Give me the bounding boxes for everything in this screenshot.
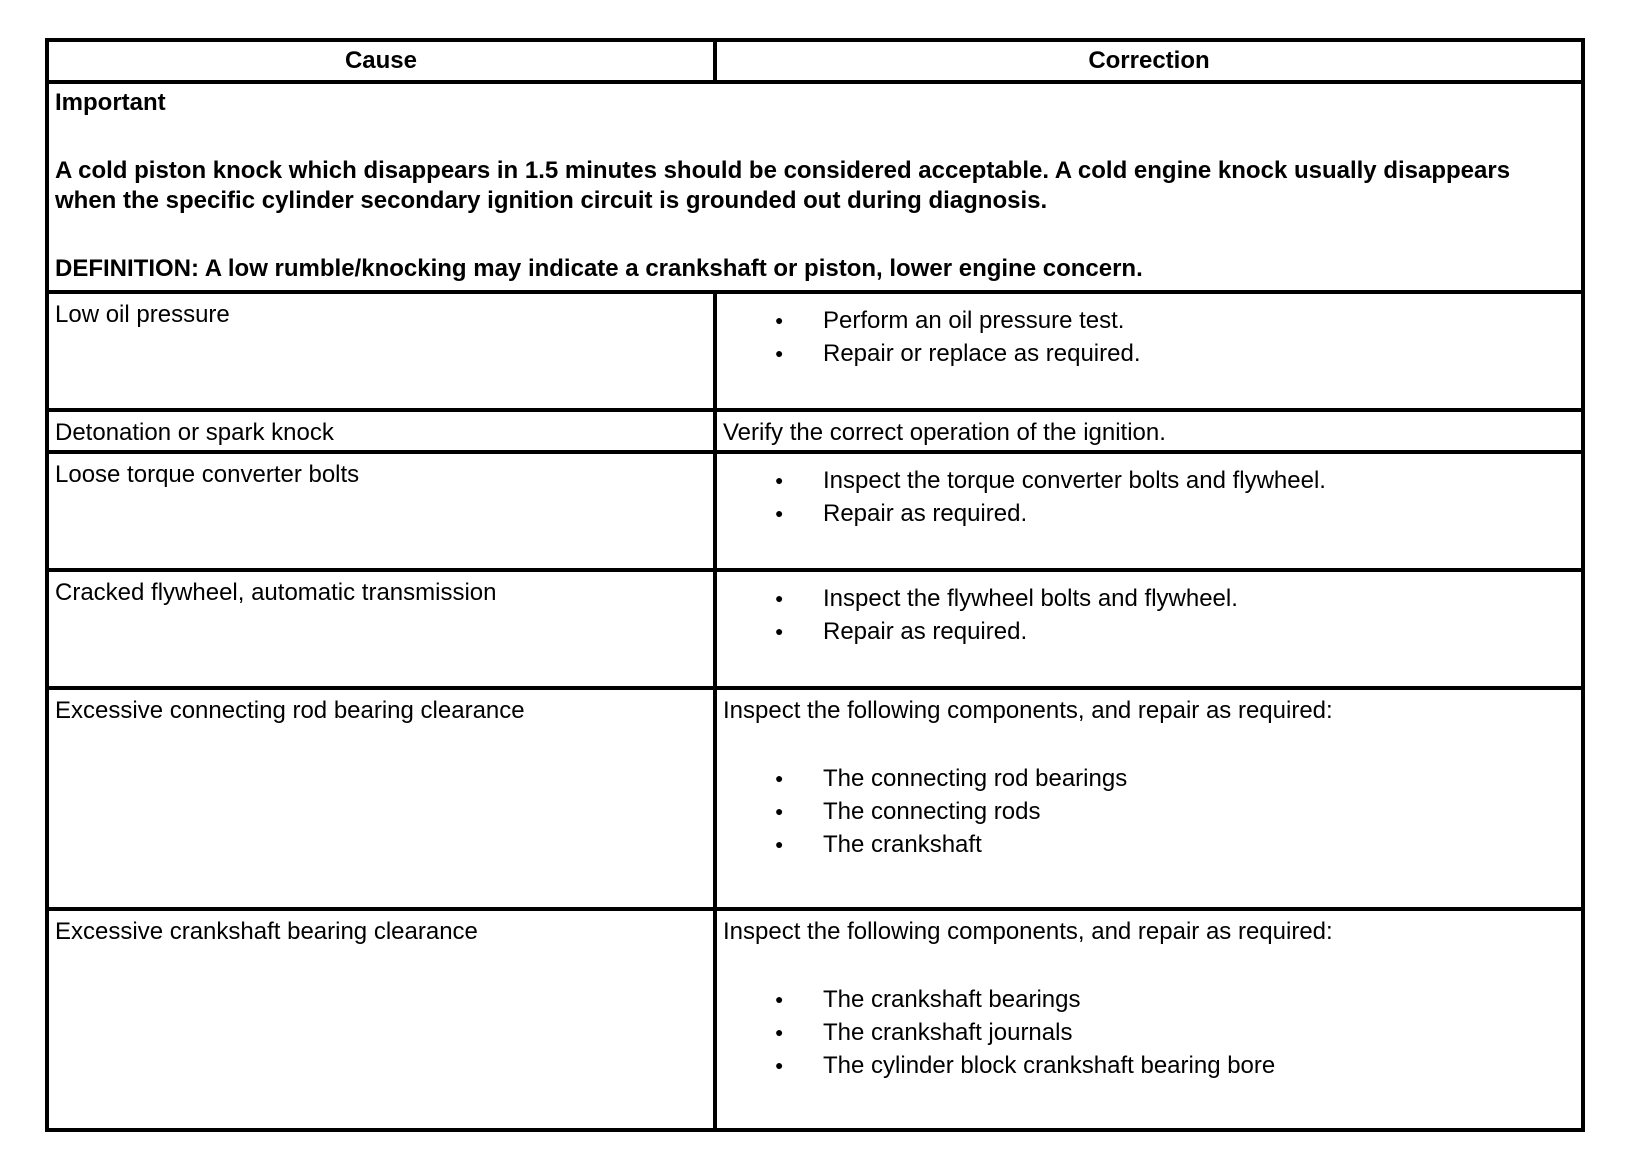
correction-cell: Verify the correct operation of the ignition. <box>723 419 1166 446</box>
cause-cell: Excessive connecting rod bearing clearance <box>49 690 717 907</box>
list-item: ● The connecting rod bearings <box>723 762 1575 795</box>
correction-cell <box>717 690 1581 907</box>
cause-column-header: Cause <box>49 42 717 80</box>
cause-cell: Excessive crankshaft bearing clearance <box>49 911 717 1128</box>
list-item: ● The connecting rods <box>723 795 1575 828</box>
table-row <box>49 408 1581 450</box>
correction-list <box>723 762 1575 861</box>
table-row <box>49 907 1581 1128</box>
table-row <box>49 290 1581 408</box>
table-row <box>49 686 1581 907</box>
cause-cell: Cracked flywheel, automatic transmission <box>49 572 717 686</box>
correction-intro: Inspect the following components, and repair as required: <box>723 918 1333 945</box>
list-item: ● Inspect the flywheel bolts and flywheel. <box>723 582 1575 615</box>
header-row <box>49 42 1581 80</box>
correction-list <box>723 983 1575 1082</box>
table-row <box>49 568 1581 686</box>
diagnostic-table <box>45 38 1585 1132</box>
list-item: ● Repair or replace as required. <box>723 337 1575 370</box>
correction-list <box>723 582 1575 648</box>
important-note <box>49 84 1581 290</box>
list-item: ● The cylinder block crankshaft bearing bore <box>723 1049 1575 1082</box>
list-item: ● The crankshaft journals <box>723 1016 1575 1049</box>
correction-cell <box>717 911 1581 1128</box>
important-note-row <box>49 80 1581 290</box>
list-item: ● The crankshaft bearings <box>723 983 1575 1016</box>
correction-list <box>723 464 1575 530</box>
correction-list <box>723 304 1575 370</box>
correction-intro: Inspect the following components, and repair as required: <box>723 697 1333 724</box>
note-text: A cold piston knock which disappears in 1.5 minutes should be considered acceptable. A cold engine knock usually disappears when the specific cylinder secondary ignition circuit is grounded out during diagnosis. <box>55 157 1511 214</box>
cause-cell: Low oil pressure <box>49 294 717 408</box>
cause-cell: Loose torque converter bolts <box>49 454 717 568</box>
list-item: ● Perform an oil pressure test. <box>723 304 1575 337</box>
table-row <box>49 450 1581 568</box>
list-item: ● Inspect the torque converter bolts and flywheel. <box>723 464 1575 497</box>
cause-cell: Detonation or spark knock <box>49 412 717 450</box>
list-item: ● Repair as required. <box>723 615 1575 648</box>
note-definition: DEFINITION: A low rumble/knocking may indicate a crankshaft or piston, lower engine concern. <box>55 255 1143 282</box>
correction-cell <box>717 294 1581 408</box>
list-item: ● Repair as required. <box>723 497 1575 530</box>
correction-column-header: Correction <box>1088 47 1210 74</box>
correction-cell <box>717 572 1581 686</box>
note-label: Important <box>55 89 166 116</box>
list-item: ● The crankshaft <box>723 828 1575 861</box>
correction-cell <box>717 454 1581 568</box>
